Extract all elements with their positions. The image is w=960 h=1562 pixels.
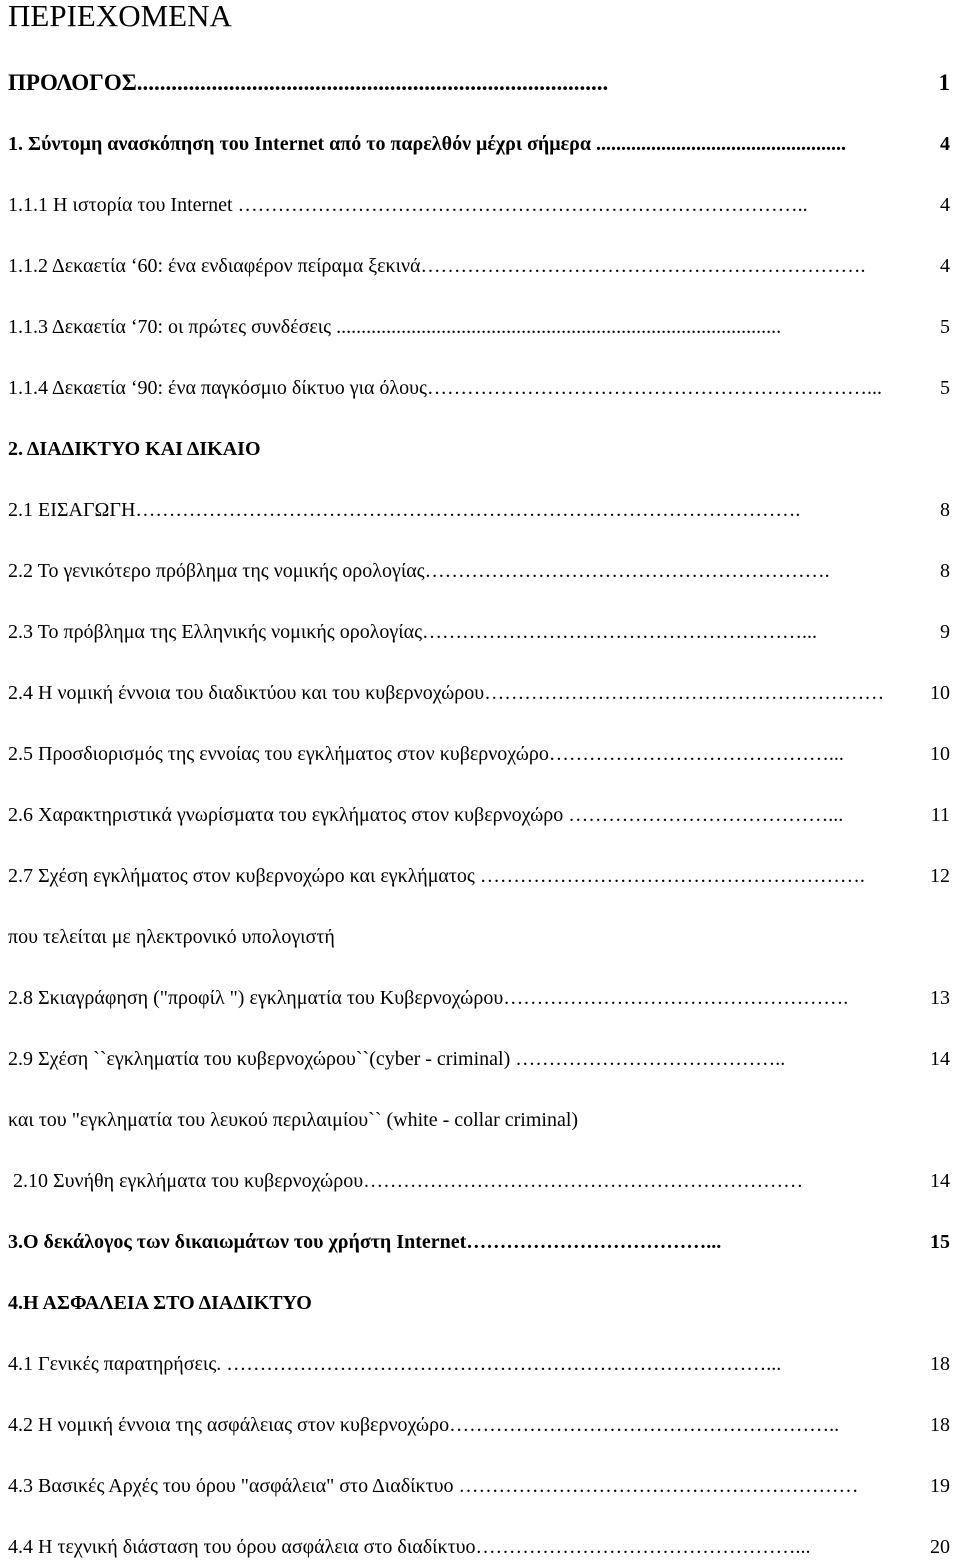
toc-page-number: 14 bbox=[928, 1166, 950, 1196]
toc-entry-line bbox=[8, 861, 950, 891]
toc-page-number: 11 bbox=[929, 800, 950, 830]
toc-leader-dots: …………………………………………………... bbox=[422, 621, 818, 643]
toc-page-number: 15 bbox=[928, 1227, 950, 1257]
toc-entry-line bbox=[8, 190, 950, 220]
toc-leader-dots: .................................................. bbox=[596, 133, 847, 155]
toc-entry[interactable] bbox=[8, 1349, 950, 1379]
toc-entry-title: 2.8 Σκιαγράφηση ("προφίλ ") εγκληματία του Κυβερνοχώρου bbox=[8, 987, 504, 1009]
toc-entry-title: 2.2 Το γενικότερο πρόβλημα της νομικής ορολογίας bbox=[8, 560, 425, 582]
toc-entry-title: 4.1 Γενικές παρατηρήσεις. bbox=[8, 1353, 227, 1375]
toc-entry[interactable] bbox=[8, 1471, 950, 1501]
toc-entry[interactable] bbox=[8, 739, 950, 769]
toc-entry[interactable] bbox=[8, 983, 950, 1013]
toc-entry-line bbox=[8, 251, 950, 281]
toc-leader-dots: …………………………………………………… bbox=[484, 682, 885, 704]
toc-leader-dots: ……………………………………………. bbox=[503, 987, 849, 1009]
toc-entry[interactable] bbox=[8, 129, 950, 159]
toc-entry[interactable] bbox=[8, 800, 950, 830]
toc-entry-line bbox=[8, 983, 950, 1013]
toc-entry-title: και του "εγκληματία του λευκού περιλαιμίου`` (white - collar criminal) bbox=[8, 1109, 579, 1131]
toc-leader-dots: ………………………………... bbox=[466, 1231, 722, 1253]
toc-entry[interactable] bbox=[8, 312, 950, 342]
page-title: ΠΕΡΙΕΧΟΜΕΝΑ bbox=[8, 0, 232, 33]
toc-entry-title: 4.2 Η νομική έννοια της ασφάλειας στον κυβερνοχώρο bbox=[8, 1414, 450, 1436]
toc-entry[interactable] bbox=[8, 1532, 950, 1562]
toc-entry-line bbox=[8, 1044, 950, 1074]
toc-entry-title: 1.1.3 Δεκαετία ‘70: οι πρώτες συνδέσεις bbox=[8, 316, 337, 338]
toc-entry[interactable] bbox=[8, 922, 950, 952]
toc-entry-line bbox=[8, 617, 950, 647]
toc-page-number: 10 bbox=[928, 739, 950, 769]
toc-entry-line bbox=[8, 1288, 950, 1318]
toc-leader-dots: ………………………………………………………………………... bbox=[226, 1353, 782, 1375]
toc-entry-line bbox=[8, 434, 950, 464]
toc-entry[interactable] bbox=[8, 495, 950, 525]
toc-leader-dots: ......................................................................................... bbox=[336, 316, 782, 338]
toc-page-number: 20 bbox=[928, 1532, 950, 1562]
toc-entry-title: 2.10 Συνήθη εγκλήματα του κυβερνοχώρου bbox=[8, 1170, 364, 1192]
toc-entry[interactable] bbox=[8, 68, 950, 98]
toc-entry-title: 2.4 Η νομική έννοια του διαδικτύου και του κυβερνοχώρου bbox=[8, 682, 485, 704]
toc-page-number: 5 bbox=[938, 312, 950, 342]
toc-entry[interactable] bbox=[8, 1410, 950, 1440]
toc-entry-title: 2.3 Το πρόβλημα της Ελληνικής νομικής ορολογίας bbox=[8, 621, 423, 643]
toc-entry-line bbox=[8, 129, 950, 159]
toc-entry[interactable] bbox=[8, 617, 950, 647]
toc-entry-line bbox=[8, 1410, 950, 1440]
toc-entry[interactable] bbox=[8, 373, 950, 403]
toc-entry[interactable] bbox=[8, 251, 950, 281]
toc-page-number: 5 bbox=[938, 373, 950, 403]
toc-page-number: 13 bbox=[928, 983, 950, 1013]
toc-entry[interactable] bbox=[8, 678, 950, 708]
toc-entry-line bbox=[8, 556, 950, 586]
toc-page-number: 8 bbox=[938, 556, 950, 586]
toc-entry-line bbox=[8, 922, 950, 952]
toc-entry-line bbox=[8, 373, 950, 403]
toc-entry[interactable] bbox=[8, 1288, 950, 1318]
toc-leader-dots: ……………………………………………………. bbox=[424, 560, 830, 582]
toc-entry-line bbox=[8, 495, 950, 525]
toc-leader-dots: …………………………………………………. bbox=[479, 865, 865, 887]
toc-page-number: 9 bbox=[938, 617, 950, 647]
toc-page-number: 12 bbox=[928, 861, 950, 891]
toc-leader-dots: ………………………………………………….. bbox=[449, 1414, 840, 1436]
toc-entry-title: 4.Η ΑΣΦΑΛΕΙΑ ΣΤΟ ΔΙΑΔΙΚΤΥΟ bbox=[8, 1292, 312, 1314]
toc-entry-title: 1. Σύντομη ανασκόπηση του Internet από το παρελθόν μέχρι σήμερα bbox=[8, 133, 597, 155]
toc-leader-dots: ……………………………………... bbox=[548, 743, 844, 765]
toc-entry-line bbox=[8, 800, 950, 830]
toc-entry-line bbox=[8, 1349, 950, 1379]
toc-leader-dots: …………………………………………... bbox=[475, 1536, 811, 1558]
toc-entry-title: 4.3 Βασικές Αρχές του όρου "ασφάλεια" στο Διαδίκτυο bbox=[8, 1475, 459, 1497]
toc-page-number: 1 bbox=[937, 68, 951, 98]
toc-leader-dots: ………………………………….. bbox=[515, 1048, 786, 1070]
toc-page-number: 4 bbox=[938, 129, 950, 159]
toc-entry[interactable] bbox=[8, 1044, 950, 1074]
toc-entry-line bbox=[8, 312, 950, 342]
toc-entry-title: 3.Ο δεκάλογος των δικαιωμάτων του χρήστη Internet bbox=[8, 1231, 467, 1253]
toc-page-number: 14 bbox=[928, 1044, 950, 1074]
toc-entry-title: 1.1.2 Δεκαετία ‘60: ένα ενδιαφέρον πείραμα ξεκινά bbox=[8, 255, 421, 277]
toc-leader-dots: …………………………………... bbox=[568, 804, 844, 826]
toc-page-number: 19 bbox=[928, 1471, 950, 1501]
toc-entry[interactable] bbox=[8, 434, 950, 464]
toc-entry-title: 2. ΔΙΑΔΙΚΤΥΟ ΚΑΙ ΔΙΚΑΙΟ bbox=[8, 438, 261, 460]
toc-leader-dots: …………………………………………………… bbox=[458, 1475, 859, 1497]
toc-leader-dots: ………………………………………………………… bbox=[363, 1170, 804, 1192]
toc-entry-line bbox=[8, 1227, 950, 1257]
toc-leader-dots: …………………………………………………………... bbox=[426, 377, 882, 399]
toc-entry-title: 1.1.1 Η ιστορία του Internet bbox=[8, 194, 238, 216]
toc-entry-line bbox=[8, 1166, 950, 1196]
toc-leader-dots: ………………………………………………………………………….. bbox=[237, 194, 808, 216]
toc-entry-title: που τελείται με ηλεκτρονικό υπολογιστή bbox=[8, 926, 335, 948]
toc-entry-line bbox=[8, 1105, 950, 1135]
toc-entry[interactable] bbox=[8, 1105, 950, 1135]
toc-entry[interactable] bbox=[8, 556, 950, 586]
toc-entry-title: 4.4 Η τεχνική διάσταση του όρου ασφάλεια στο διαδίκτυο bbox=[8, 1536, 476, 1558]
toc-leader-dots: .................................................................................. bbox=[136, 70, 609, 95]
toc-page-number: 4 bbox=[938, 190, 950, 220]
toc-leader-dots: ………………………………………………………………………………………. bbox=[135, 499, 801, 521]
toc-entry[interactable] bbox=[8, 861, 950, 891]
toc-entry-line bbox=[8, 1471, 950, 1501]
toc-entry-line bbox=[8, 68, 950, 98]
toc-entry-line bbox=[8, 1532, 950, 1562]
toc-entry[interactable] bbox=[8, 1227, 950, 1257]
toc-page-number: 18 bbox=[928, 1349, 950, 1379]
toc-entry-title: 2.7 Σχέση εγκλήματος στον κυβερνοχώρο και εγκλήματος bbox=[8, 865, 480, 887]
toc-entry-line bbox=[8, 678, 950, 708]
toc-page-number: 18 bbox=[928, 1410, 950, 1440]
toc-page-number: 4 bbox=[938, 251, 950, 281]
toc-entry-title: 1.1.4 Δεκαετία ‘90: ένα παγκόσμιο δίκτυο για όλους bbox=[8, 377, 427, 399]
toc-entry-title: 2.9 Σχέση ``εγκληματία του κυβερνοχώρου``(cyber - criminal) bbox=[8, 1048, 516, 1070]
toc-entry-title: 2.1 ΕΙΣΑΓΩΓΗ bbox=[8, 499, 136, 521]
toc-entry-line bbox=[8, 739, 950, 769]
toc-entry-title: 2.5 Προσδιορισμός της εννοίας του εγκλήματος στον κυβερνοχώρο bbox=[8, 743, 549, 765]
toc-page-number: 10 bbox=[928, 678, 950, 708]
toc-entry-title: 2.6 Χαρακτηριστικά γνωρίσματα του εγκλήματος στον κυβερνοχώρο bbox=[8, 804, 569, 826]
toc-page-number: 8 bbox=[938, 495, 950, 525]
toc-entry-title: ΠΡΟΛΟΓΟΣ bbox=[8, 70, 137, 95]
toc-entry[interactable] bbox=[8, 1166, 950, 1196]
toc-entry[interactable] bbox=[8, 190, 950, 220]
toc-leader-dots: …………………………………………………………. bbox=[420, 255, 866, 277]
